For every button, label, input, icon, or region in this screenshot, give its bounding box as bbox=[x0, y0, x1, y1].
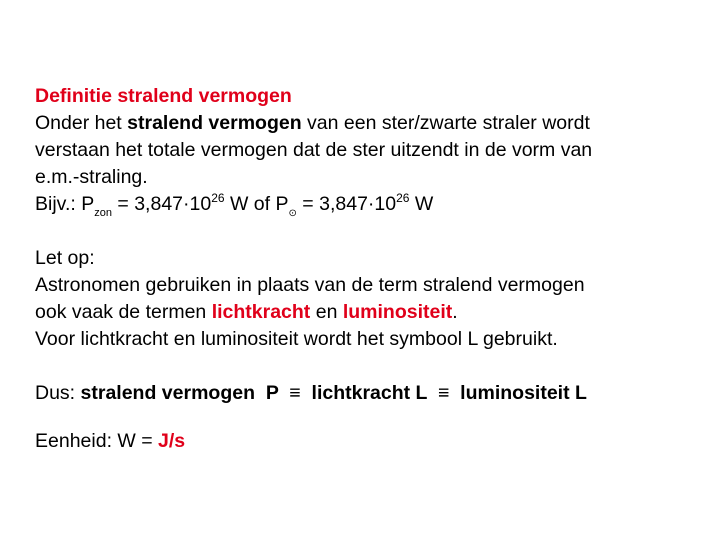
example-value-2: = 3,847·10 bbox=[296, 193, 397, 215]
term-luminositeit: luminositeit bbox=[342, 301, 453, 323]
term-lichtkracht: lichtkracht bbox=[211, 301, 311, 323]
conclusion-statement: stralend vermogen P ≡ lichtkracht L ≡ luminositeit L bbox=[80, 382, 587, 404]
example-line bbox=[35, 191, 695, 218]
example-exponent-1: 26 bbox=[211, 191, 225, 205]
note-text: ook vaak de termen bbox=[35, 301, 212, 323]
note-line-1: Astronomen gebruiken in plaats van de term stralend vermogen bbox=[35, 274, 585, 296]
slide-content bbox=[35, 83, 695, 455]
example-exponent-2: 26 bbox=[396, 191, 410, 205]
spacer bbox=[35, 218, 695, 245]
definition-line-2: verstaan het totale vermogen dat de ster uitzendt in de vorm van bbox=[35, 139, 593, 161]
sun-symbol-icon: ⊙ bbox=[288, 208, 297, 219]
example-unit: W bbox=[409, 193, 434, 215]
note-and: en bbox=[310, 301, 343, 323]
example-subscript-zon: zon bbox=[94, 207, 112, 219]
unit-line bbox=[35, 428, 695, 455]
definition-line-3: e.m.-straling. bbox=[35, 166, 148, 188]
definition-line-1 bbox=[35, 110, 695, 137]
conclusion-prefix: Dus: bbox=[35, 382, 81, 404]
note-period: . bbox=[452, 301, 458, 323]
definition-title: Definitie stralend vermogen bbox=[35, 85, 292, 107]
example-value-1: = 3,847·10 bbox=[111, 193, 212, 215]
spacer bbox=[35, 407, 695, 428]
note-heading: Let op: bbox=[35, 247, 95, 269]
definition-text-rest: van een ster/zwarte straler wordt bbox=[301, 112, 590, 134]
spacer bbox=[35, 353, 695, 380]
definition-text: Onder het bbox=[35, 112, 128, 134]
example-or: W of P bbox=[224, 193, 289, 215]
note-line-2 bbox=[35, 299, 695, 326]
note-line-3: Voor lichtkracht en luminositeit wordt het symbool L gebruikt. bbox=[35, 328, 558, 350]
unit-value: J/s bbox=[158, 430, 186, 452]
example-prefix: Bijv.: P bbox=[35, 193, 95, 215]
conclusion-line bbox=[35, 380, 695, 407]
unit-prefix: Eenheid: W = bbox=[35, 430, 159, 452]
definition-term: stralend vermogen bbox=[127, 112, 302, 134]
